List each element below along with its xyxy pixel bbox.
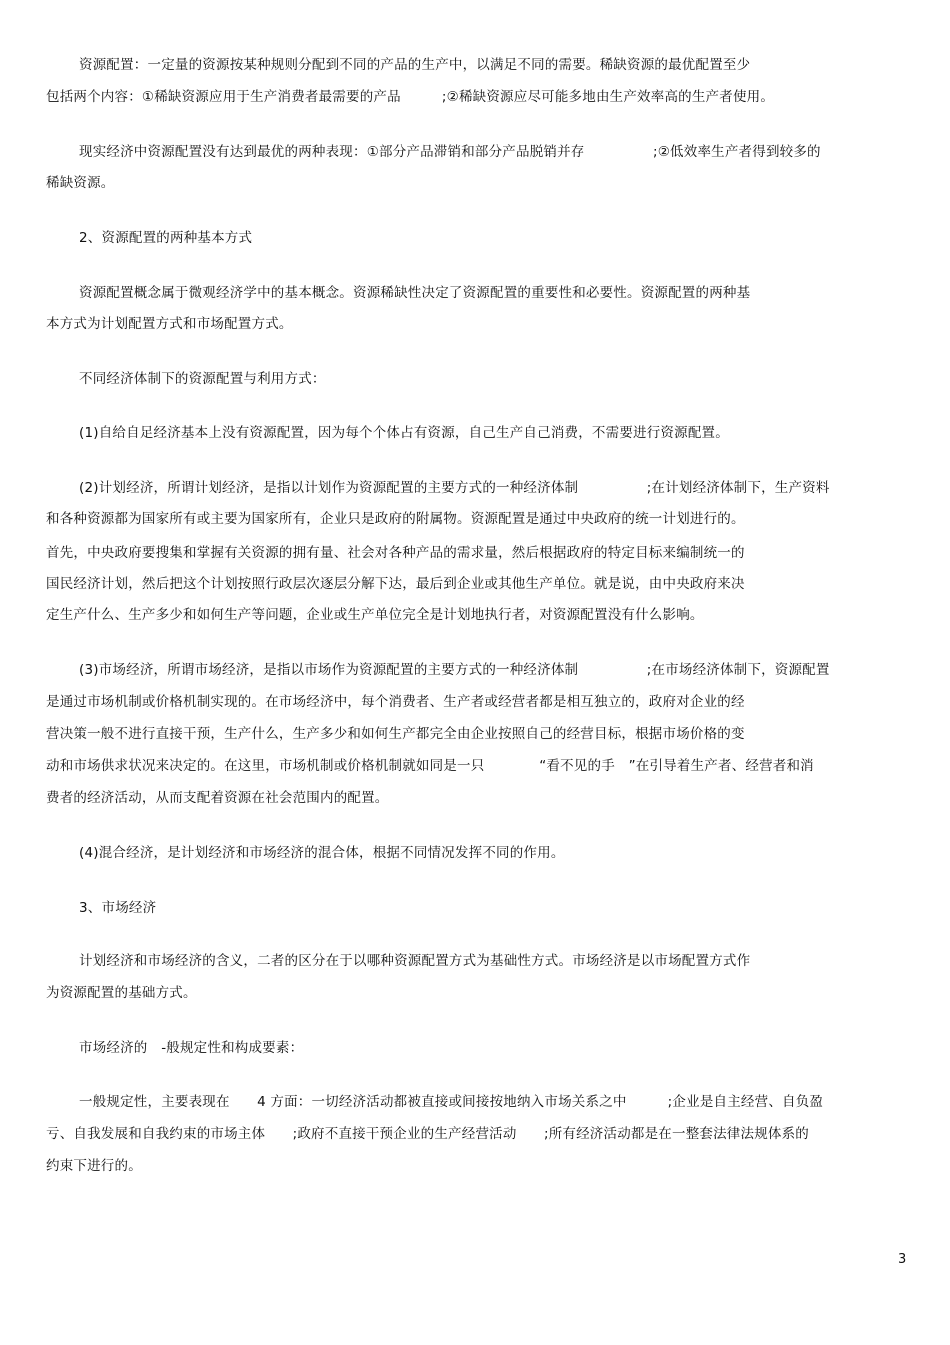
list-item: (4)混合经济，是计划经济和市场经济的混合体，根据不同情况发挥不同的作用。 — [79, 845, 565, 861]
list-item: (1)自给自足经济基本上没有资源配置，因为每个个体占有资源，自己生产自己消费，不需要进行资源配置。 — [79, 425, 729, 441]
text-line: 现实经济中资源配置没有达到最优的两种表现：①部分产品滞销和部分产品脱销并存 ;②低效率生产者得到较多的 — [79, 144, 821, 160]
text-line: 市场经济的 -般规定性和构成要素： — [79, 1040, 304, 1056]
text-line: 资源配置概念属于微观经济学中的基本概念。资源稀缺性决定了资源配置的重要性和必要性。资源配置的两种基 — [79, 285, 751, 301]
text-line: 是通过市场机制或价格机制实现的。在市场经济中，每个消费者、生产者或经营者都是相互独立的，政府对企业的经 — [46, 694, 745, 710]
text-line: 定生产什么、生产多少和如何生产等问题，企业或生产单位完全是计划地执行者，对资源配置没有什么影响。 — [46, 607, 704, 623]
text-line: 一般规定性，主要表现在 4 方面：一切经济活动都被直接或间接按地纳入市场关系之中 ;企业是自主经营、自负盈 — [79, 1094, 824, 1110]
text-line: 首先，中央政府要搜集和掌握有关资源的拥有量、社会对各种产品的需求量，然后根据政府的特定目标来编制统一的 — [46, 545, 745, 561]
section-heading: 3、市场经济 — [79, 900, 157, 916]
text-line: 约束下进行的。 — [46, 1158, 142, 1174]
page-number: 3 — [898, 1252, 907, 1267]
text-line: 包括两个内容：①稀缺资源应用于生产消费者最需要的产品 ;②稀缺资源应尽可能多地由生产效率高的生产者使用。 — [46, 89, 775, 105]
text-line: 亏、自我发展和自我约束的市场主体 ;政府不直接干预企业的生产经营活动 ;所有经济活动都是在一整套法律法规体系的 — [46, 1126, 809, 1142]
text-line: 费者的经济活动，从而支配着资源在社会范围内的配置。 — [46, 790, 389, 806]
text-line: 不同经济体制下的资源配置与利用方式： — [79, 371, 326, 387]
text-line: 资源配置：一定量的资源按某种规则分配到不同的产品的生产中，以满足不同的需要。稀缺资源的最优配置至少 — [79, 57, 751, 73]
text-line: 计划经济和市场经济的含义，二者的区分在于以哪种资源配置方式为基础性方式。市场经济是以市场配置方式作 — [79, 953, 751, 969]
text-line: 为资源配置的基础方式。 — [46, 985, 197, 1001]
text-line: 营决策一般不进行直接干预，生产什么，生产多少和如何生产都完全由企业按照自己的经营目标，根据市场价格的变 — [46, 726, 745, 742]
section-heading: 2、资源配置的两种基本方式 — [79, 230, 253, 246]
text-line: 稀缺资源。 — [46, 175, 115, 191]
text-line: 动和市场供求状况来决定的。在这里，市场机制或价格机制就如同是一只 “看不见的手 ”在引导着生产者、经营者和消 — [46, 758, 814, 774]
text-line: 国民经济计划，然后把这个计划按照行政层次逐层分解下达，最后到企业或其他生产单位。就是说，由中央政府来决 — [46, 576, 745, 592]
list-item: (3)市场经济，所谓市场经济，是指以市场作为资源配置的主要方式的一种经济体制 ;在市场经济体制下，资源配置 — [79, 662, 830, 678]
text-line: 本方式为计划配置方式和市场配置方式。 — [46, 316, 293, 332]
list-item: (2)计划经济，所谓计划经济，是指以计划作为资源配置的主要方式的一种经济体制 ;在计划经济体制下，生产资料 — [79, 480, 830, 496]
text-line: 和各种资源都为国家所有或主要为国家所有，企业只是政府的附属物。资源配置是通过中央政府的统一计划进行的。 — [46, 511, 745, 527]
